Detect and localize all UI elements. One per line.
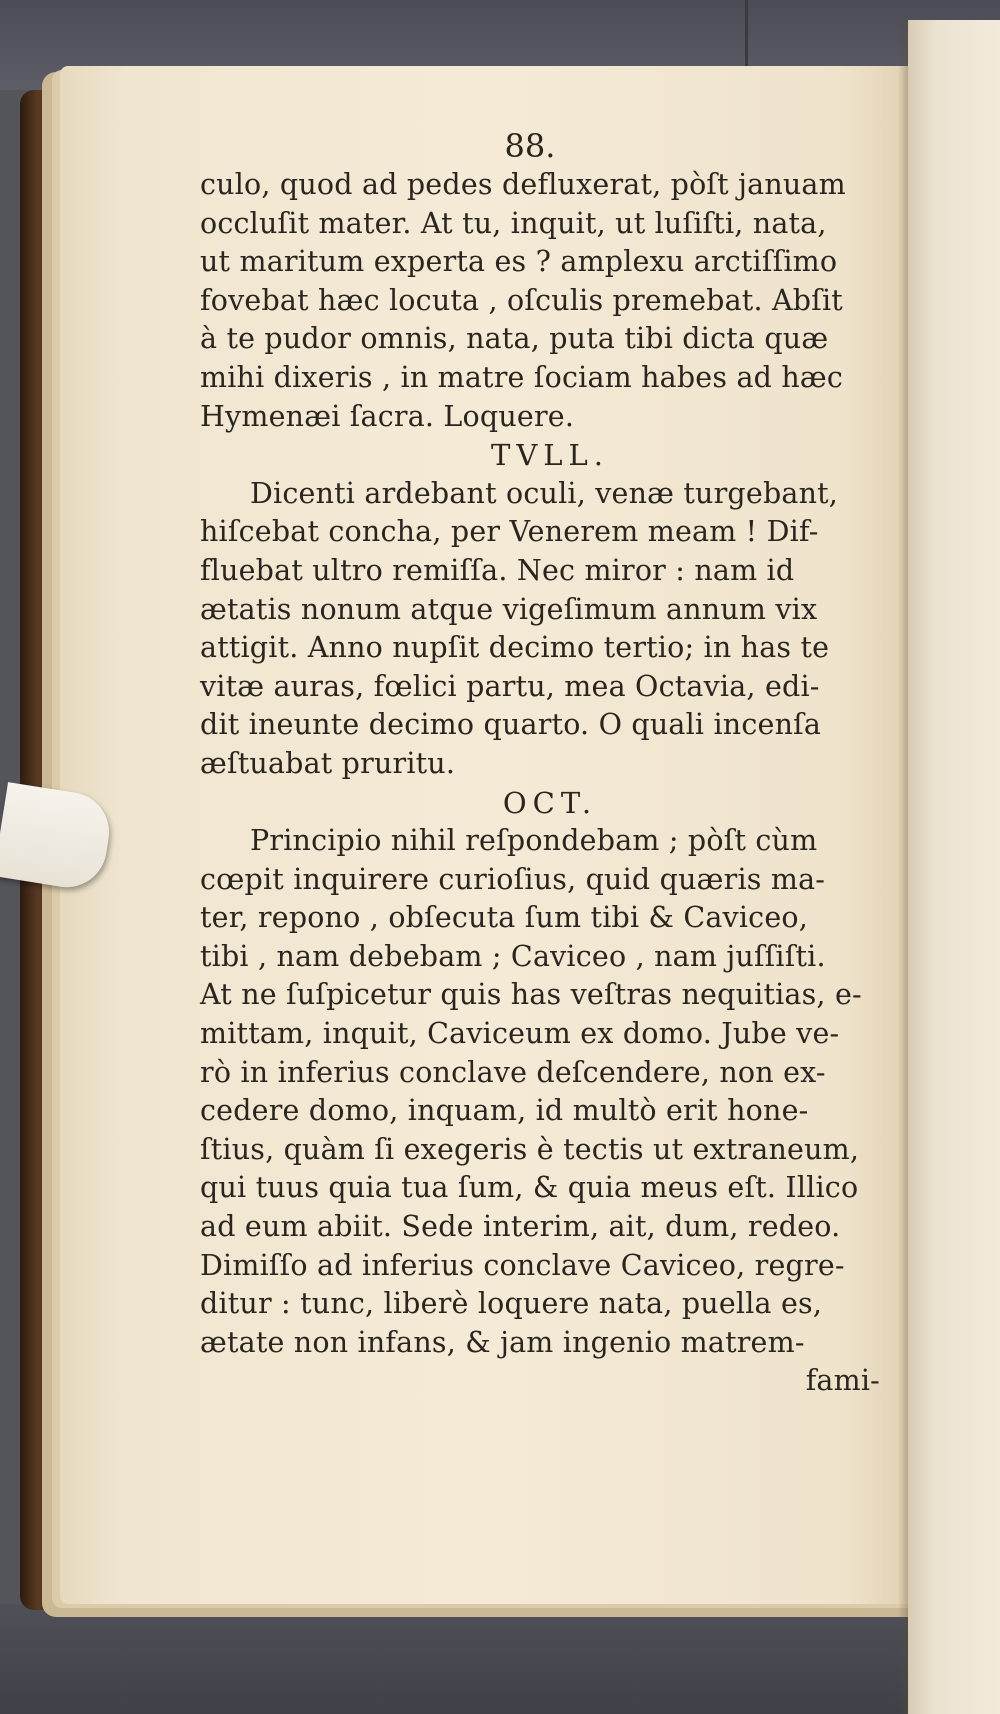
text-line: ditur : tunc, liberè loquere nata, puella es, [200, 1287, 823, 1321]
text-line: fami- [805, 1364, 880, 1398]
text-line: à te pudor omnis, nata, puta tibi dicta quæ [200, 322, 829, 356]
text-line: ad eum abiit. Sede interim, ait, dum, redeo. [200, 1210, 841, 1244]
text-line: cedere domo, inquam, id multò erit hone- [200, 1094, 809, 1128]
text-line: fovebat hæc locuta , oſculis premebat. Abſit [200, 283, 843, 317]
text-line: æſtuabat pruritu. [200, 746, 456, 780]
text-line: culo, quod ad pedes defluxerat, pòſt januam [200, 168, 846, 201]
text-line: Dicenti ardebant oculi, venæ turgebant, [250, 476, 839, 510]
text-line: Hymenæi ſacra. Loquere. [200, 399, 575, 433]
text-line: mittam, inquit, Caviceum ex domo. Jube ve- [200, 1017, 840, 1051]
facing-page [908, 20, 1000, 1714]
text-line: ætate non infans, & jam ingenio matrem- [200, 1325, 805, 1359]
text-line: dit ineunte decimo quarto. O quali incenſa [200, 708, 822, 742]
text-line: ſtius, quàm ſi exegeris è tectis ut extraneum, [200, 1132, 860, 1166]
text-line: ter, repono , obſecuta ſum tibi & Caviceo, [200, 901, 809, 935]
backdrop-bottom [0, 1604, 1000, 1714]
text-line: hiſcebat concha, per Venerem meam ! Dif- [200, 515, 819, 549]
text-line: vitæ auras, fœlici partu, mea Octavia, edi- [200, 669, 820, 703]
text-line: cœpit inquirere curioſius, quid quæris ma- [200, 862, 826, 896]
text-line: attigit. Anno nupſit decimo tertio; in has te [200, 631, 830, 665]
text-line: Dimiſſo ad inferius conclave Caviceo, regre- [200, 1248, 845, 1282]
text-line: mihi dixeris , in matre ſociam habes ad hæc [200, 360, 844, 394]
text-line: ut maritum experta es ? amplexu arctiſſimo [200, 245, 838, 279]
text-line: Principio nihil reſpondebam ; pòſt cùm [250, 824, 818, 858]
text-line: At ne ſuſpicetur quis has veſtras nequitias, e- [200, 978, 862, 1012]
text-lines [200, 166, 900, 1401]
text-line: occluſit mater. At tu, inquit, ut luſiſti, nata, [200, 206, 827, 240]
page-text-block [200, 126, 900, 1401]
text-line: fluebat ultro remiſſa. Nec miror : nam id [200, 553, 795, 587]
text-line: ætatis nonum atque vigeſimum annum vix [200, 592, 818, 626]
page-number: 88. [504, 127, 556, 165]
speaker-heading: OCT. [502, 785, 598, 820]
speaker-heading: TVLL. [490, 438, 610, 473]
text-line: qui tuus quia tua ſum, & quia meus eſt. Illico [200, 1171, 859, 1205]
text-line: tibi , nam debebam ; Caviceo , nam juſſiſti. [200, 939, 826, 973]
text-line: rò in inferius conclave deſcendere, non ex- [200, 1055, 826, 1089]
